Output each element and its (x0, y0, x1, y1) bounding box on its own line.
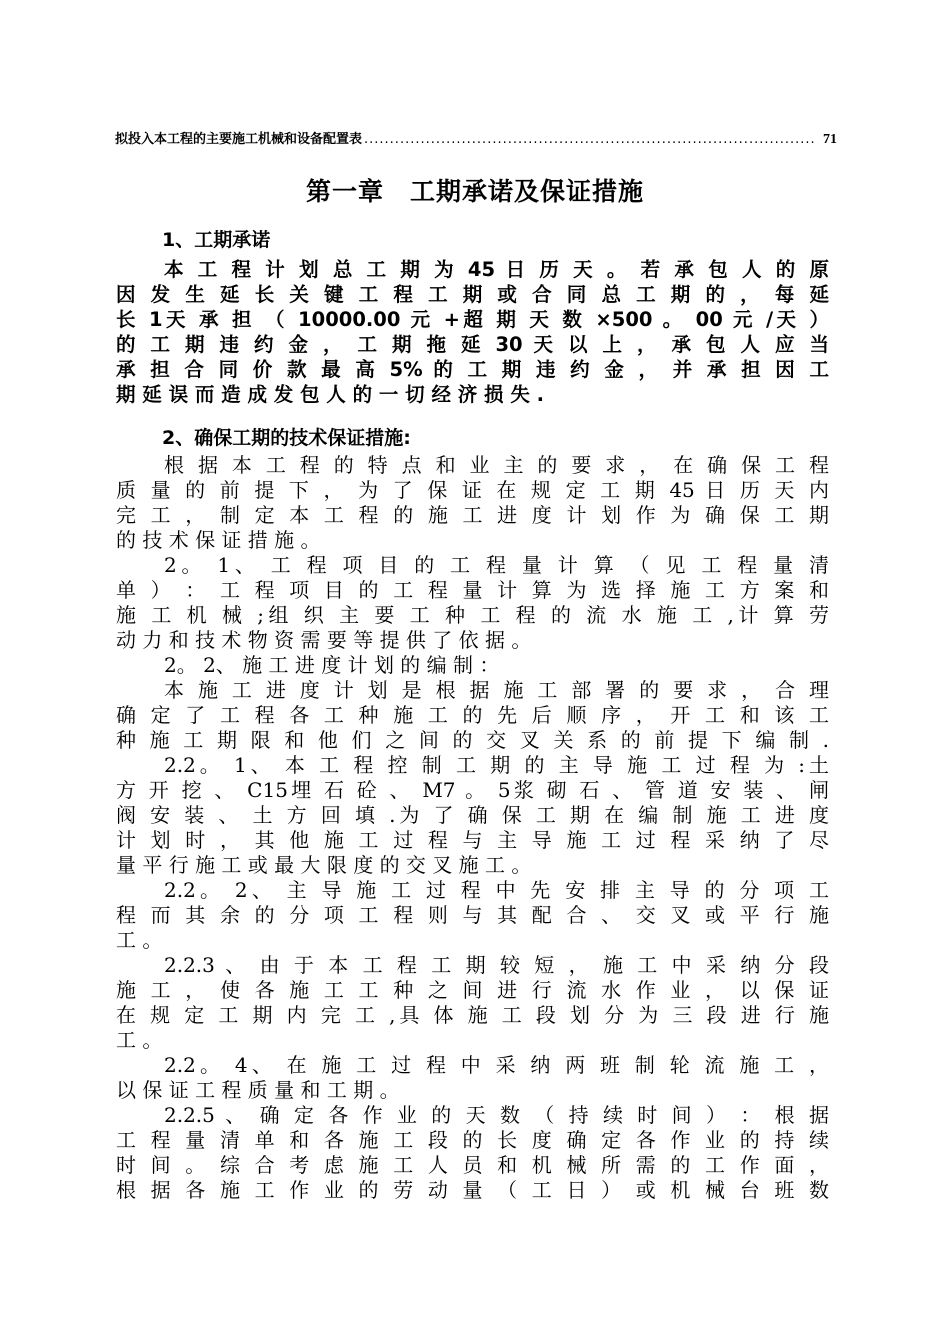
text-line: 根 据 各 施 工 作 业 的 劳 动 量 （ 工 日 ） 或 机 械 台 班 数 (116, 1178, 829, 1202)
text-line: 2。 2、 施 工 进 度 计 划 的 编 制 ： (164, 653, 500, 677)
text-line: 在 规 定 工 期 内 完 工 ,具 体 施 工 段 划 分 为 三 段 进 行 施 (116, 1003, 829, 1027)
text-line: 本 工 程 计 划 总 工 期 为 45 日 历 天 。 若 承 包 人 的 原 (164, 258, 829, 281)
text-line: 的 工 期 违 约 金 ， 工 期 拖 延 30 天 以 上 ， 承 包 人 应 当 (116, 333, 829, 356)
text-line: 单 ） ： 工 程 项 目 的 工 程 量 计 算 为 选 择 施 工 方 案 和 (116, 578, 829, 602)
text-line: 2.2。 2、 主 导 施 工 过 程 中 先 安 排 主 导 的 分 项 工 (164, 878, 829, 902)
section-heading-1: 1、工期承诺 (162, 229, 271, 251)
text-line: 因 发 生 延 长 关 键 工 程 工 期 或 合 同 总 工 期 的 ， 每 延 (116, 283, 829, 306)
text-line: 本 施 工 进 度 计 划 是 根 据 施 工 部 署 的 要 求 ， 合 理 (164, 678, 829, 702)
text-line: 2.2。 4、 在 施 工 过 程 中 采 纳 两 班 制 轮 流 施 工 ， (164, 1053, 829, 1077)
text-line: 2.2.3 、 由 于 本 工 程 工 期 较 短 ， 施 工 中 采 纳 分 段 (164, 953, 829, 977)
text-line: 程 而 其 余 的 分 项 工 程 则 与 其 配 合 、 交 叉 或 平 行 施 (116, 903, 829, 927)
chapter-title: 第一章 工期承诺及保证措施 (305, 177, 644, 206)
text-line: 方 开 挖 、 C15埋 石 砼 、 M7 。 5浆 砌 石 、 管 道 安 装 、 闸 (116, 778, 829, 802)
section2-paragraph (116, 453, 829, 1203)
text-line: 2.2。 1、 本 工 程 控 制 工 期 的 主 导 施 工 过 程 为 :土 (164, 753, 829, 777)
text-line: 2。 1、 工 程 项 目 的 工 程 量 计 算 （ 见 工 程 量 清 (164, 553, 829, 577)
text-line: 的 技 术 保 证 措 施 。 (116, 528, 321, 552)
text-line: 种 施 工 期 限 和 他 们 之 间 的 交 叉 关 系 的 前 提 下 编 制 . (116, 728, 829, 752)
text-line: 2.2.5 、 确 定 各 作 业 的 天 数 （ 持 续 时 间 ） ： 根 据 (164, 1103, 829, 1127)
text-line: 施 工 机 械 ;组 织 主 要 工 种 工 程 的 流 水 施 工 ,计 算 劳 (116, 603, 829, 627)
text-line: 确 定 了 工 程 各 工 种 施 工 的 先 后 顺 序 ， 开 工 和 该 工 (116, 703, 829, 727)
text-line: 以 保 证 工 程 质 量 和 工 期 。 (116, 1078, 400, 1102)
toc-leader-dots (364, 132, 817, 147)
text-line: 完 工 ， 制 定 本 工 程 的 施 工 进 度 计 划 作 为 确 保 工 期 (116, 503, 829, 527)
text-line: 阀 安 装 、 土 方 回 填 .为 了 确 保 工 期 在 编 制 施 工 进 度 (116, 803, 829, 827)
text-line: 动 力 和 技 术 物 资 需 要 等 提 供 了 依 据 。 (116, 628, 532, 652)
text-line: 施 工 ， 使 各 施 工 工 种 之 间 进 行 流 水 作 业 ， 以 保 证 (116, 978, 829, 1002)
section-heading-2: 2、确保工期的技术保证措施: (162, 427, 411, 449)
text-line: 工 。 (116, 928, 163, 952)
text-line: 工 程 量 清 单 和 各 施 工 段 的 长 度 确 定 各 作 业 的 持 续 (116, 1128, 829, 1152)
text-line: 质 量 的 前 提 下 ， 为 了 保 证 在 规 定 工 期 45 日 历 天 内 (116, 478, 829, 502)
text-line: 根 据 本 工 程 的 特 点 和 业 主 的 要 求 ， 在 确 保 工 程 (164, 453, 829, 477)
text-line: 计 划 时 ， 其 他 施 工 过 程 与 主 导 施 工 过 程 采 纳 了 尽 (116, 828, 829, 852)
toc-page-number: 71 (823, 132, 837, 147)
toc-entry (115, 128, 837, 148)
toc-entry-title: 拟投入本工程的主要施工机械和设备配置表 (115, 132, 363, 147)
text-line: 承 担 合 同 价 款 最 高 5% 的 工 期 违 约 金 ， 并 承 担 因 工 (116, 358, 829, 381)
text-line: 期 延 误 而 造 成 发 包 人 的 一 切 经 济 损 失 . (116, 383, 545, 406)
text-line: 长 1天 承 担 （ 10000.00 元 +超 期 天 数 ×500 。 00 元 /天 ） (116, 308, 829, 331)
text-line: 工 。 (116, 1028, 163, 1052)
section1-paragraph (116, 257, 829, 407)
text-line: 时 间 。 综 合 考 虑 施 工 人 员 和 机 械 所 需 的 工 作 面 ， (116, 1153, 829, 1177)
text-line: 量 平 行 施 工 或 最 大 限 度 的 交 叉 施 工 。 (116, 853, 532, 877)
